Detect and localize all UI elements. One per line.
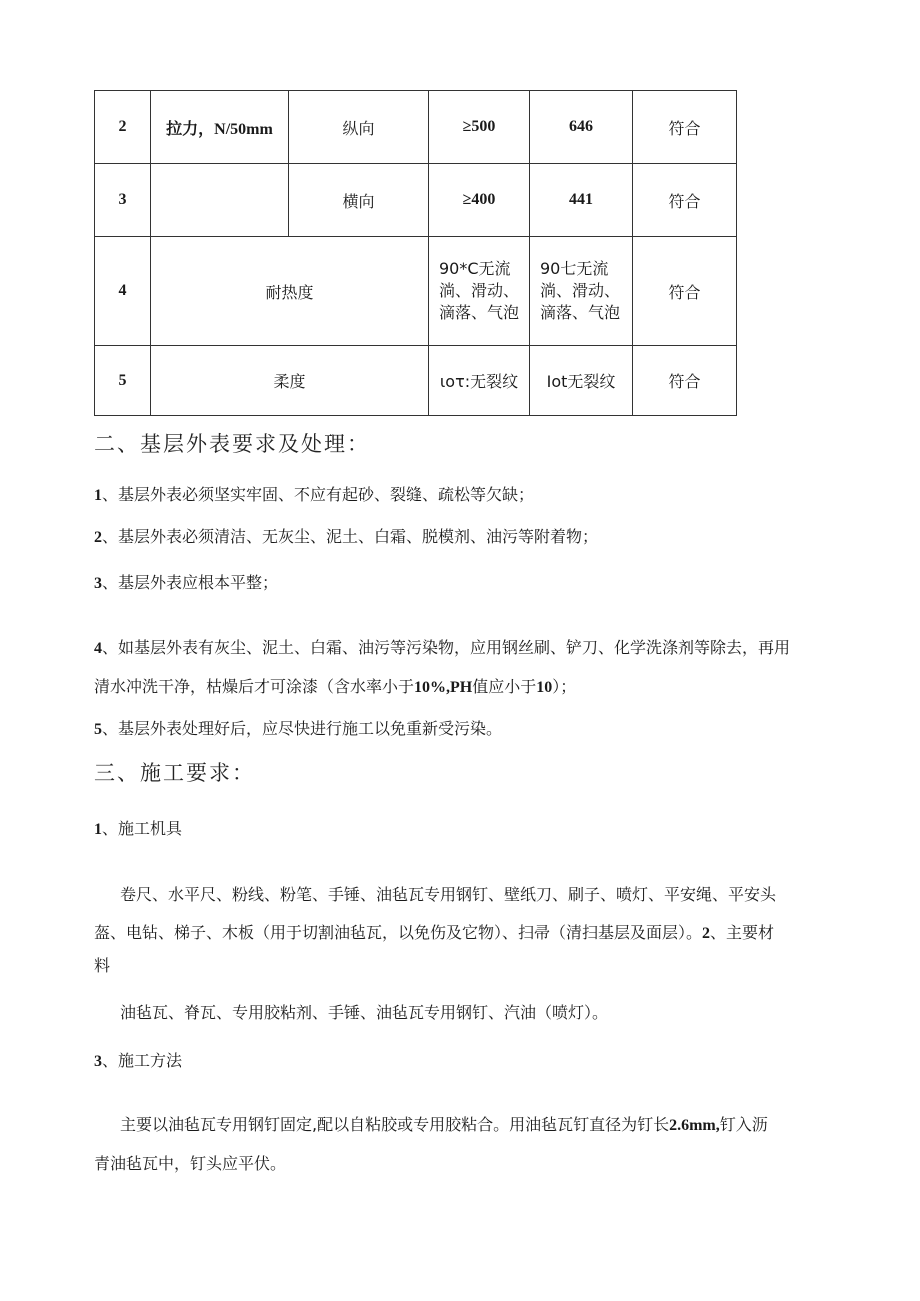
table-row <box>95 346 737 416</box>
standard-value: ιoτ:无裂纹 <box>429 346 530 416</box>
measured-value: 646 <box>530 91 633 164</box>
measured-line: 淌、滑动、 <box>540 281 621 300</box>
result: 符合 <box>633 346 737 416</box>
direction: 纵向 <box>289 91 429 164</box>
result: 符合 <box>633 91 737 164</box>
item-name: 耐热度 <box>151 237 429 346</box>
result: 符合 <box>633 237 737 346</box>
row-number: 3 <box>95 164 151 237</box>
table-row <box>95 164 737 237</box>
item-name: 柔度 <box>151 346 429 416</box>
row-number: 2 <box>95 91 151 164</box>
list-item: 1、基层外表必须坚实牢固、不应有起砂、裂缝、疏松等欠缺； <box>94 485 535 504</box>
standard-line: 滴落、气泡 <box>439 303 520 322</box>
list-item: 4、如基层外表有灰尘、泥土、白霜、油污等污染物，应用钢丝刷、铲刀、化学洗涤剂等除去，再用 清水冲洗干净，枯燥后才可涂漆（含水率小于10%,PH值应小于10）； <box>94 638 791 696</box>
standard-line: 淌、滑动、 <box>439 281 520 300</box>
row-number: 4 <box>95 237 151 346</box>
standard-value: ≥500 <box>429 91 530 164</box>
result: 符合 <box>633 164 737 237</box>
standard-line: 90*C无流 <box>439 259 511 278</box>
measured-line: 90七无流 <box>540 259 609 278</box>
item-name: 拉力，N/50mm <box>151 91 289 164</box>
table-row <box>95 237 737 346</box>
subheading-tools: 1、施工机具 <box>94 819 183 838</box>
table-row <box>95 91 737 164</box>
list-item: 5、基层外表处理好后，应尽快进行施工以免重新受污染。 <box>94 719 503 738</box>
materials-paragraph: 油毡瓦、脊瓦、专用胶粘剂、手锤、油毡瓦专用钢钉、汽油（喷灯）。 <box>120 1003 609 1022</box>
standard-value: ≥400 <box>429 164 530 237</box>
list-item: 2、基层外表必须清洁、无灰尘、泥土、白霜、脱模剂、油污等附着物； <box>94 527 599 546</box>
list-item: 3、基层外表应根本平整； <box>94 573 279 592</box>
section-2-heading: 二、基层外表要求及处理： <box>94 432 370 456</box>
tools-paragraph: 卷尺、水平尺、粉线、粉笔、手锤、油毡瓦专用钢钉、壁纸刀、刷子、喷灯、平安绳、平安头 盔、电钻、梯子、木板（用于切割油毡瓦，以免伤及它物）、扫帚（清扫基层及面层）。2、主要材 料 <box>94 885 777 975</box>
standard-value <box>429 237 530 346</box>
measured-value: Iot无裂纹 <box>530 346 633 416</box>
spec-table <box>94 90 737 416</box>
section-3-heading: 三、施工要求： <box>94 761 255 785</box>
row-number: 5 <box>95 346 151 416</box>
method-paragraph: 主要以油毡瓦专用钢钉固定,配以自粘胶或专用胶粘合。用油毡瓦钉直径为钉长2.6mm,钉入沥 青油毡瓦中，钉头应平伏。 <box>94 1115 768 1173</box>
direction: 横向 <box>289 164 429 237</box>
measured-value: 441 <box>530 164 633 237</box>
item-name <box>151 164 289 237</box>
subheading-method: 3、施工方法 <box>94 1051 183 1070</box>
measured-value <box>530 237 633 346</box>
measured-line: 滴落、气泡 <box>540 303 621 322</box>
